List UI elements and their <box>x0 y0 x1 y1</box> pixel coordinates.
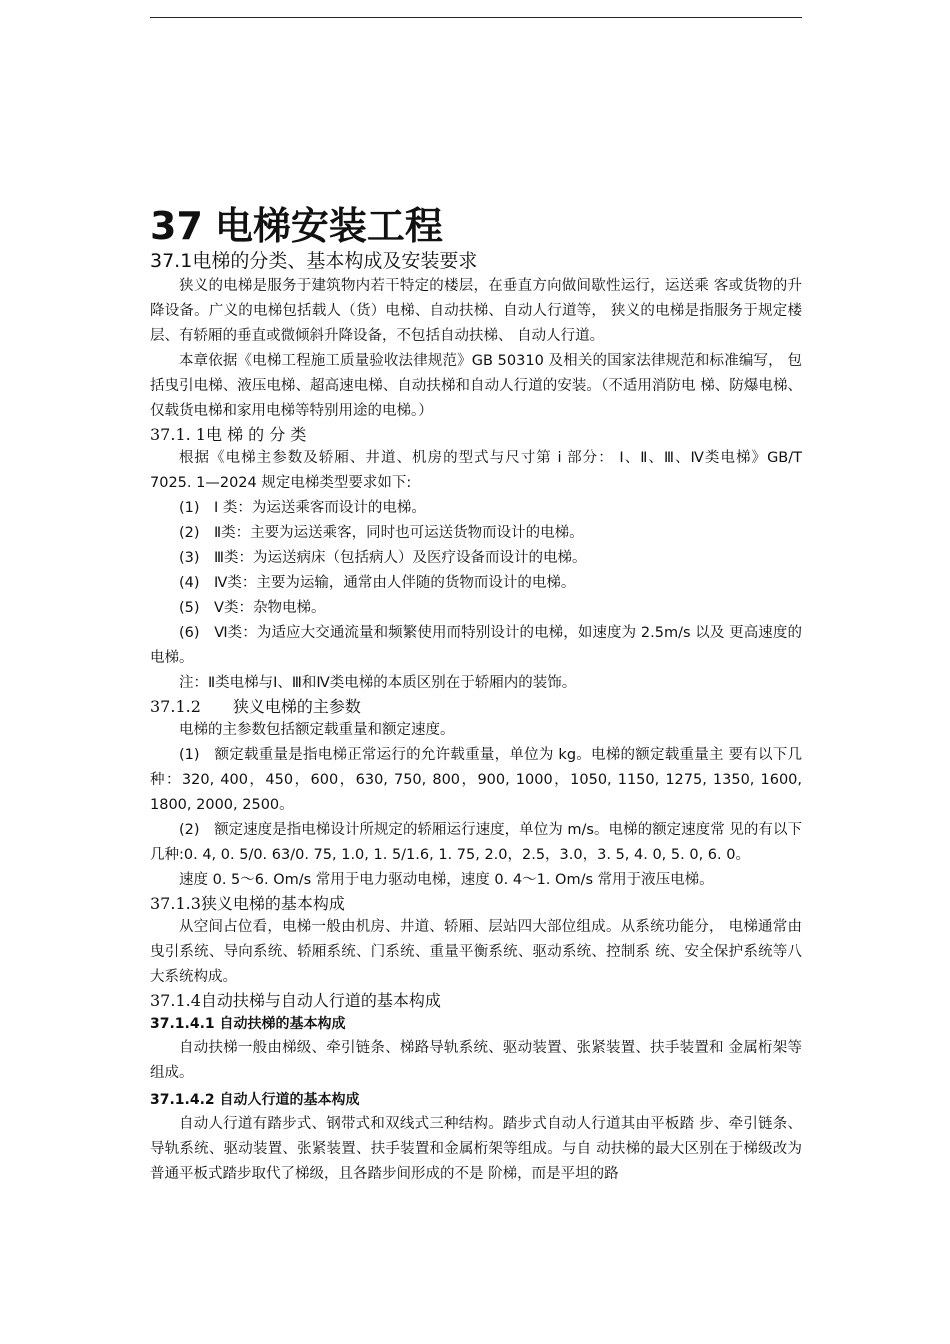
paragraph-definition: 狭义的电梯是服务于建筑物内若干特定的楼层，在垂直方向做间歇性运行，运送乘 客或货物的升降设备。广义的电梯包括载人（货）电梯、自动扶梯、自动人行道等， 狭义的电梯是指服务于规定楼层、有轿厢的垂直或微倾斜升降设备，不包括自动扶梯、 自动人行道。 <box>150 278 802 344</box>
paragraph-moving-walkway: 自动人行道有踏步式、钢带式和双线式三种结构。踏步式自动人行道其由平板踏 步、牵引链条、导轨系统、驱动装置、张紧装置、扶手装置和金属桁架等组成。与自 动扶梯的最大区别在于梯级改为普通平板式踏步取代了梯级，且各踏步间形成的不是 阶梯，而是平坦的路 <box>150 1116 802 1182</box>
heading-escalator: 37.1.4.1 自动扶梯的基本构成 <box>150 1016 346 1032</box>
classification-note: 注：Ⅱ类电梯与Ⅰ、Ⅲ和Ⅳ类电梯的本质区别在于轿厢内的装饰。 <box>179 675 577 691</box>
speed-note: 速度 0. 5〜6. Om/s 常用于电力驱动电梯，速度 0. 4〜1. Om/s 常用于液压电梯。 <box>179 872 714 888</box>
header-rule <box>150 17 802 18</box>
subsection-heading-classification: 37.1. 1电 梯 的 分 类 <box>150 425 307 444</box>
paragraph-classification-intro: 根据《电梯主参数及轿厢、井道、机房的型式与尺寸第 i 部分： Ⅰ、Ⅱ、Ⅲ、Ⅳ类电梯》GB/T 7025. 1—2024 规定电梯类型要求如下: <box>150 450 802 491</box>
paragraph-structure: 从空间占位看，电梯一般由机房、井道、轿厢、层站四大部位组成。从系统功能分， 电梯通常由曳引系统、导向系统、轿厢系统、门系统、重量平衡系统、驱动系统、控制系 统、安全保护系统等八大系统构成。 <box>150 919 802 985</box>
subsection-heading-parameters: 37.1.2 狭义电梯的主参数 <box>150 697 361 716</box>
paragraph-parameters-intro: 电梯的主参数包括额定载重量和额定速度。 <box>179 722 455 738</box>
list-item: (3) Ⅲ类：为运送病床（包括病人）及医疗设备而设计的电梯。 <box>179 550 587 566</box>
subsection-heading-escalator-walkway: 37.1.4自动扶梯与自动人行道的基本构成 <box>150 991 441 1010</box>
paragraph-scope: 本章依据《电梯工程施工质量验收法律规范》GB 50310 及相关的国家法律规范和标准编写， 包括曳引电梯、液压电梯、超高速电梯、自动扶梯和自动人行道的安装。（不适用消防电 梯、防爆电梯、仅载货电梯和家用电梯等特别用途的电梯。） <box>150 353 802 419</box>
list-item-rated-speed: (2) 额定速度是指电梯设计所规定的轿厢运行速度，单位为 m/s。电梯的额定速度常 见的有以下几种:0. 4, 0. 5/0. 63/0. 75, 1.0, 1. 5/1.6, 1. 75, 2.0，2.5，3.0，3. 5, 4. 0, 5. 0, 6. 0。 <box>150 822 802 863</box>
document-body <box>150 204 802 1187</box>
list-item: (5) Ⅴ类：杂物电梯。 <box>179 600 326 616</box>
paragraph-escalator: 自动扶梯一般由梯级、牵引链条、梯路导轨系统、驱动装置、张紧装置、扶手装置和 金属桁架等组成。 <box>150 1040 802 1081</box>
heading-moving-walkway: 37.1.4.2 自动人行道的基本构成 <box>150 1092 360 1108</box>
list-item: (6) Ⅵ类：为适应大交通流量和频繁使用而特别设计的电梯，如速度为 2.5m/s 以及 更高速度的电梯。 <box>150 625 802 666</box>
list-item-rated-load: (1) 额定载重量是指电梯正常运行的允许载重量，单位为 kg。电梯的额定载重量主 要有以下几种：320, 400，450，600，630, 750, 800，900, 1000，1050, 1150, 1275, 1350, 1600, 1800, 2000, 2500。 <box>150 747 802 813</box>
list-item: (1) Ⅰ 类：为运送乘客而设计的电梯。 <box>179 500 426 516</box>
list-item: (4) Ⅳ类：主要为运输，通常由人伴随的货物而设计的电梯。 <box>179 575 576 591</box>
list-item: (2) Ⅱ类：主要为运送乘客，同时也可运送货物而设计的电梯。 <box>179 525 584 541</box>
subsection-heading-structure: 37.1.3狭义电梯的基本构成 <box>150 894 345 913</box>
chapter-title: 37 电梯安装工程 <box>150 204 443 248</box>
section-heading: 37.1电梯的分类、基本构成及安装要求 <box>150 250 478 272</box>
